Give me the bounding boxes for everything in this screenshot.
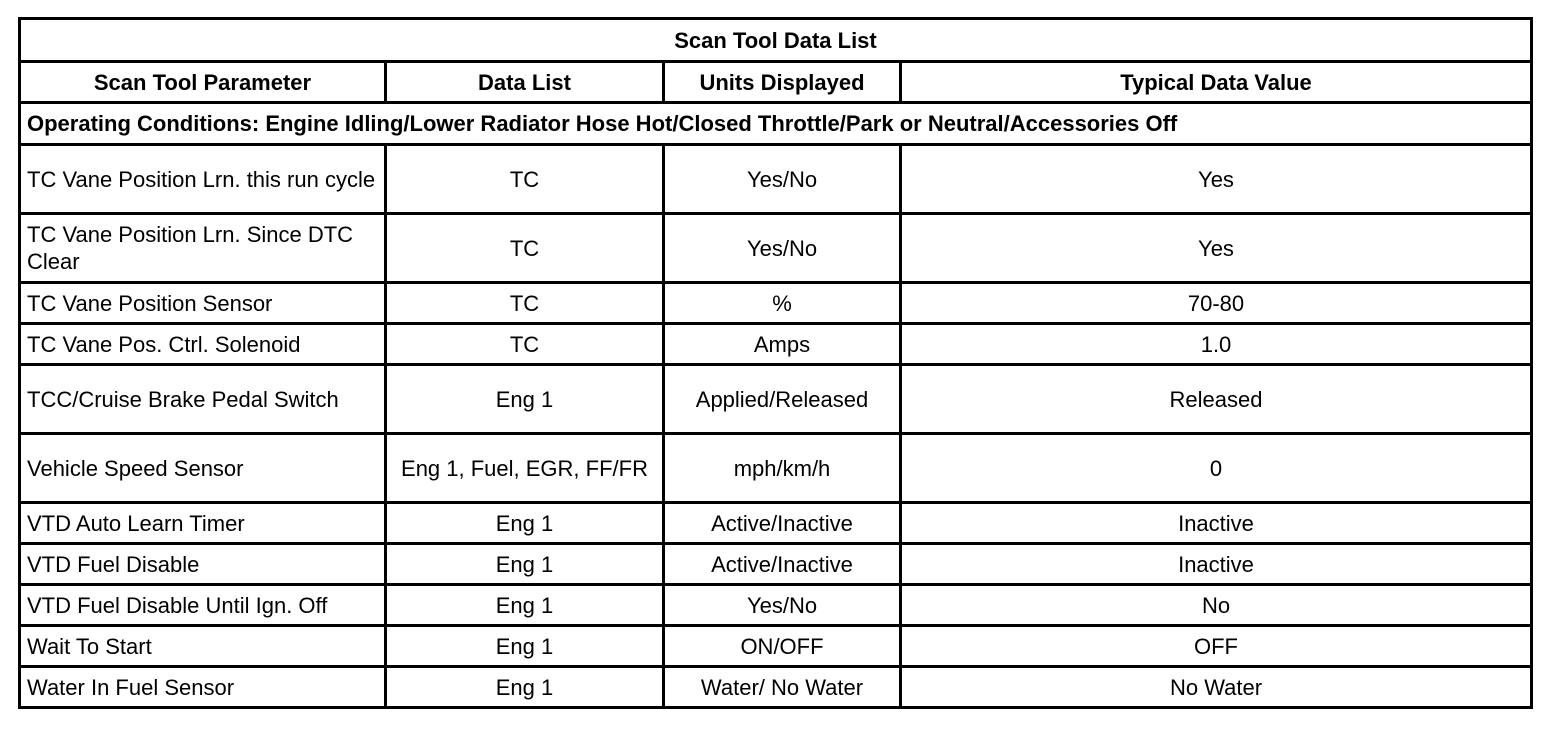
cell-data-list: TC xyxy=(386,214,664,283)
cell-units: mph/km/h xyxy=(664,434,901,503)
cell-data-list: Eng 1 xyxy=(386,626,664,667)
header-units-displayed: Units Displayed xyxy=(664,62,901,103)
cell-data-list: TC xyxy=(386,145,664,214)
cell-typical-value: Yes xyxy=(901,145,1532,214)
cell-typical-value: No xyxy=(901,585,1532,626)
cell-units: Yes/No xyxy=(664,145,901,214)
cell-data-list: Eng 1 xyxy=(386,667,664,708)
cell-typical-value: OFF xyxy=(901,626,1532,667)
table-row xyxy=(20,214,1532,283)
cell-data-list: Eng 1 xyxy=(386,544,664,585)
cell-units: ON/OFF xyxy=(664,626,901,667)
table-row xyxy=(20,667,1532,708)
cell-units: Active/Inactive xyxy=(664,544,901,585)
cell-data-list: Eng 1 xyxy=(386,365,664,434)
cell-typical-value: No Water xyxy=(901,667,1532,708)
table-title: Scan Tool Data List xyxy=(20,19,1532,62)
cell-parameter: TC Vane Position Lrn. this run cycle xyxy=(20,145,386,214)
cell-data-list: Eng 1 xyxy=(386,585,664,626)
cell-parameter: TC Vane Position Sensor xyxy=(20,283,386,324)
cell-typical-value: Yes xyxy=(901,214,1532,283)
cell-units: Yes/No xyxy=(664,214,901,283)
cell-typical-value: Inactive xyxy=(901,503,1532,544)
table-header-row xyxy=(20,62,1532,103)
table-row xyxy=(20,626,1532,667)
table-row xyxy=(20,503,1532,544)
cell-parameter: VTD Fuel Disable Until Ign. Off xyxy=(20,585,386,626)
header-data-list: Data List xyxy=(386,62,664,103)
cell-typical-value: 70-80 xyxy=(901,283,1532,324)
cell-parameter: Vehicle Speed Sensor xyxy=(20,434,386,503)
cell-parameter: VTD Auto Learn Timer xyxy=(20,503,386,544)
header-scan-tool-parameter: Scan Tool Parameter xyxy=(20,62,386,103)
table-title-row xyxy=(20,19,1532,62)
cell-data-list: TC xyxy=(386,324,664,365)
operating-conditions-row xyxy=(20,103,1532,145)
operating-conditions: Operating Conditions: Engine Idling/Lower Radiator Hose Hot/Closed Throttle/Park or Neutral/Accessories Off xyxy=(20,103,1532,145)
cell-data-list: Eng 1 xyxy=(386,503,664,544)
cell-units: % xyxy=(664,283,901,324)
cell-typical-value: 1.0 xyxy=(901,324,1532,365)
cell-parameter: Water In Fuel Sensor xyxy=(20,667,386,708)
cell-parameter: TC Vane Position Lrn. Since DTC Clear xyxy=(20,214,386,283)
table-row xyxy=(20,585,1532,626)
cell-data-list: TC xyxy=(386,283,664,324)
cell-parameter: TC Vane Pos. Ctrl. Solenoid xyxy=(20,324,386,365)
table-row xyxy=(20,145,1532,214)
cell-parameter: Wait To Start xyxy=(20,626,386,667)
header-typical-data-value: Typical Data Value xyxy=(901,62,1532,103)
table-row xyxy=(20,544,1532,585)
cell-units: Yes/No xyxy=(664,585,901,626)
table-row xyxy=(20,365,1532,434)
cell-units: Amps xyxy=(664,324,901,365)
cell-units: Applied/Released xyxy=(664,365,901,434)
cell-parameter: TCC/Cruise Brake Pedal Switch xyxy=(20,365,386,434)
table-row xyxy=(20,434,1532,503)
cell-typical-value: 0 xyxy=(901,434,1532,503)
table-row xyxy=(20,283,1532,324)
cell-parameter: VTD Fuel Disable xyxy=(20,544,386,585)
cell-typical-value: Released xyxy=(901,365,1532,434)
cell-typical-value: Inactive xyxy=(901,544,1532,585)
cell-units: Active/Inactive xyxy=(664,503,901,544)
scan-tool-data-table xyxy=(18,17,1533,709)
table-row xyxy=(20,324,1532,365)
cell-data-list: Eng 1, Fuel, EGR, FF/FR xyxy=(386,434,664,503)
cell-units: Water/ No Water xyxy=(664,667,901,708)
